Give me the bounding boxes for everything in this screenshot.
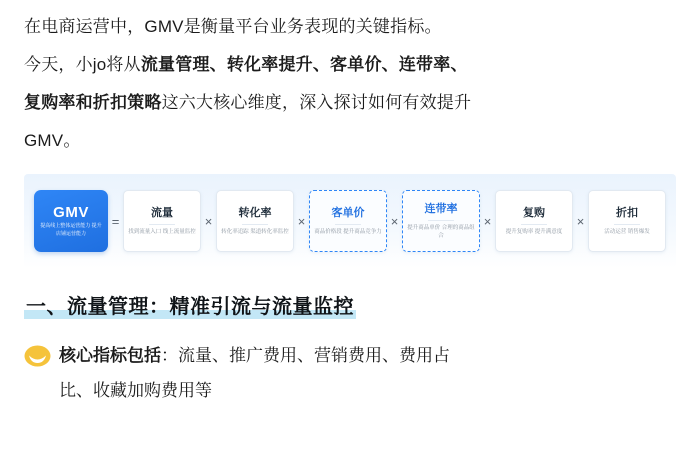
bullet-text-normal: ：流量、推广费用、营销费用、费用占 [161, 346, 450, 365]
bullet-item [24, 338, 676, 408]
card-divider [149, 224, 175, 225]
multiply-sign-5: × [576, 213, 585, 229]
multiply-sign-2: × [297, 213, 306, 229]
factor-card-unit-price-desc: 商品价格段 提升商品竞争力 [314, 229, 382, 235]
bullet-text-line2: 比、收藏加购费用等 [59, 381, 212, 400]
paragraph-3-text-bold: 复购率和折扣策略 [24, 93, 162, 112]
factor-card-unit-price [309, 190, 387, 252]
gmv-badge-title: GMV [53, 204, 89, 221]
factor-card-discount [588, 190, 666, 252]
paragraph-1-text: 在电商运营中，GMV是衡量平台业务表现的关键指标。 [24, 17, 442, 36]
factor-card-traffic-title: 流量 [151, 207, 173, 219]
factor-card-repurchase-desc: 提升复购率 提升满意度 [505, 229, 563, 235]
factor-card-traffic [123, 190, 201, 252]
factor-card-attach-rate-desc: 提升商品单价 合理的商品组合 [407, 225, 475, 239]
paragraph-4-text: GMV。 [24, 131, 81, 150]
gmv-formula-diagram [24, 174, 676, 268]
card-divider [614, 224, 640, 225]
paragraph-2-text-bold: 流量管理、转化率提升、客单价、连带率、 [140, 55, 468, 74]
smiley-face-icon [24, 345, 51, 367]
card-divider [335, 224, 361, 225]
multiply-sign-3: × [390, 213, 399, 229]
gmv-badge-subtitle: 提高线上整体运营能力 提升店铺运营能力 [40, 223, 102, 237]
paragraph-4 [24, 122, 676, 160]
card-divider [521, 224, 547, 225]
card-divider [428, 220, 454, 221]
factor-card-conversion-desc: 转化率追踪 渠道转化率监控 [221, 229, 289, 235]
factor-card-repurchase [495, 190, 573, 252]
gmv-badge [34, 190, 108, 252]
factor-card-traffic-desc: 找到流量入口 线上流量监控 [128, 229, 196, 235]
factor-card-attach-rate-title: 连带率 [424, 203, 458, 215]
multiply-sign-1: × [204, 213, 213, 229]
section-heading-text: 一、流量管理：精准引流与流量监控 [26, 296, 354, 318]
paragraph-2 [24, 46, 676, 84]
paragraph-3-text-normal: 这六大核心维度，深入探讨如何有效提升 [161, 93, 472, 112]
equals-sign: = [111, 213, 120, 229]
factor-card-conversion-title: 转化率 [238, 207, 272, 219]
paragraph-3 [24, 84, 676, 122]
paragraph-1 [24, 8, 676, 46]
paragraph-2-text-normal: 今天，小jo将从 [24, 55, 141, 74]
bullet-text-bold: 核心指标包括 [59, 346, 161, 365]
factor-card-repurchase-title: 复购 [523, 207, 545, 219]
multiply-sign-4: × [483, 213, 492, 229]
factor-card-discount-desc: 活动运营 销售爆发 [604, 229, 650, 235]
factor-card-unit-price-title: 客单价 [331, 207, 365, 219]
section-heading [24, 290, 356, 320]
factor-card-attach-rate [402, 190, 480, 252]
card-divider [242, 224, 268, 225]
bullet-text [59, 338, 450, 408]
factor-card-conversion [216, 190, 294, 252]
factor-card-discount-title: 折扣 [616, 207, 638, 219]
